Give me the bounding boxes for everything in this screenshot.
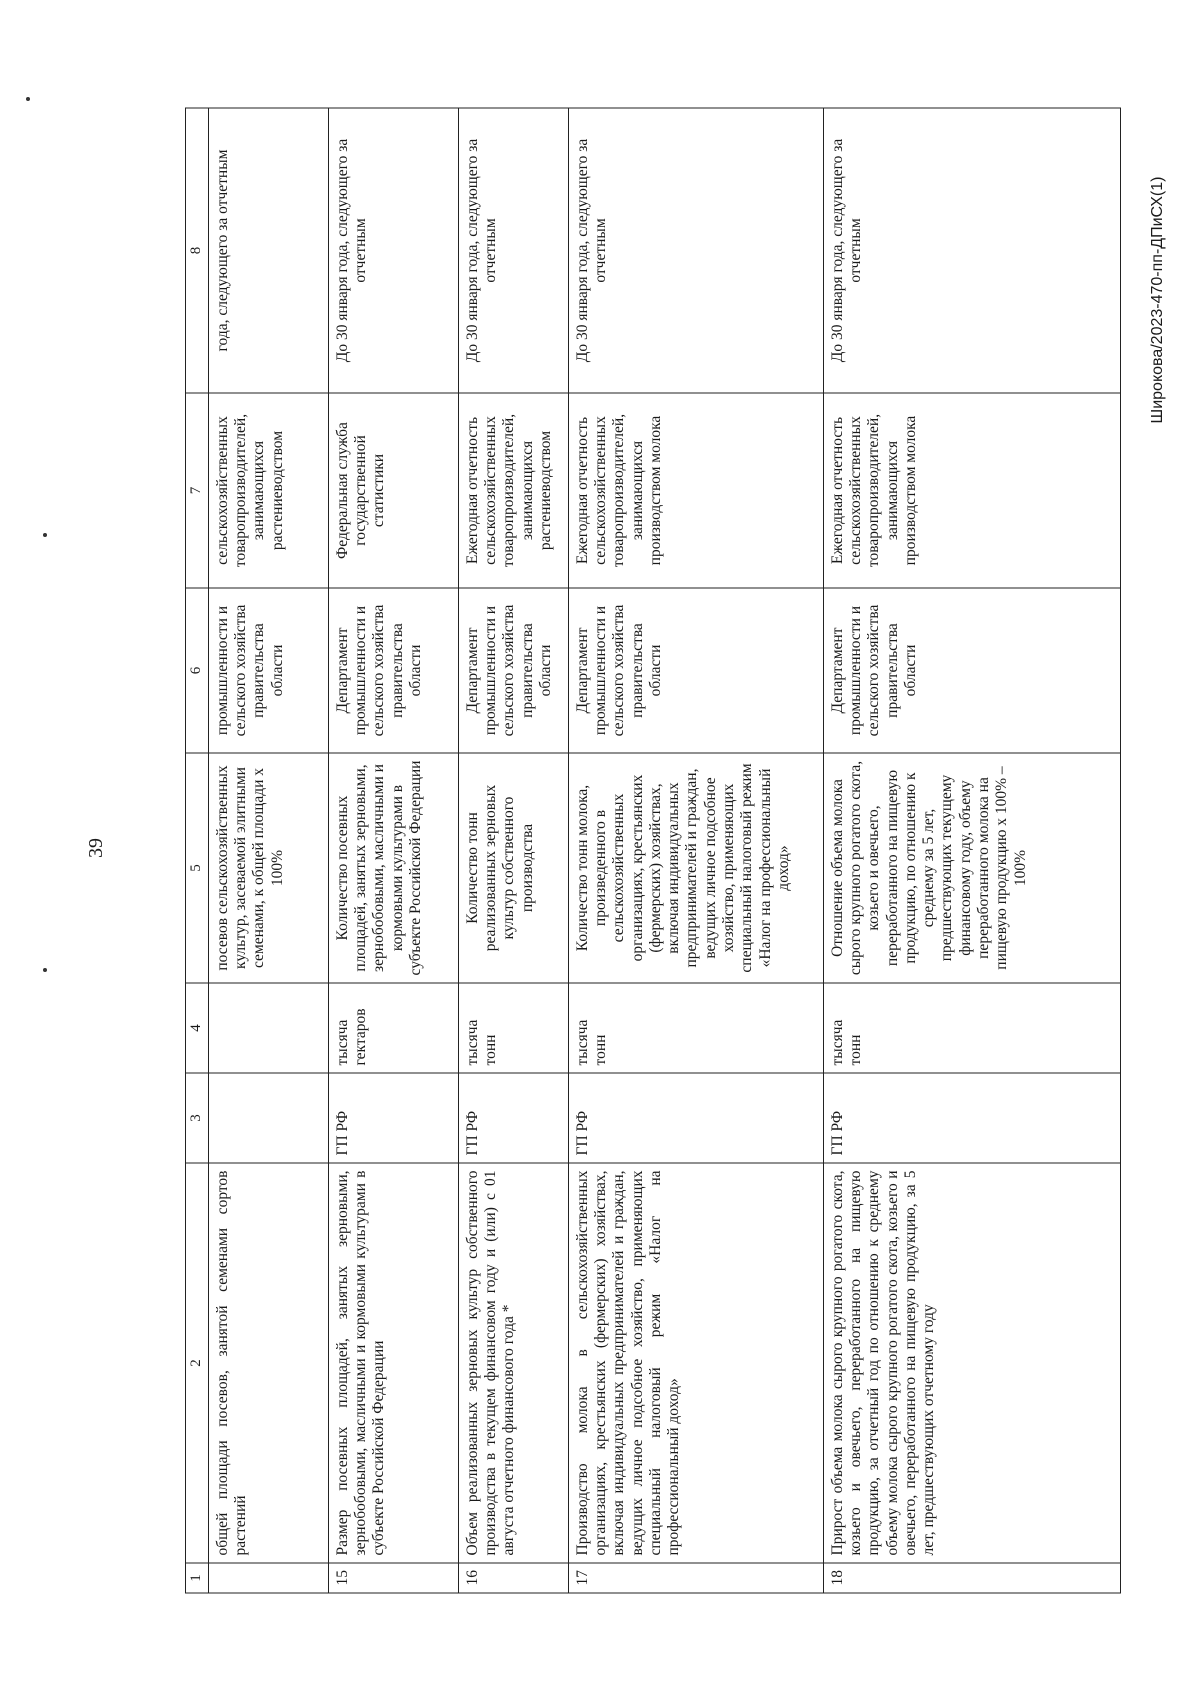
header-cell-3: 3 xyxy=(186,1073,209,1163)
table-row xyxy=(208,108,328,1593)
header-cell-6: 6 xyxy=(186,588,209,753)
data-source: сельскохозяйственных товаропроизводителей, занимающихся растениеводством xyxy=(208,393,328,588)
header-cell-2: 2 xyxy=(186,1163,209,1563)
deadline: года, следующего за отчетным xyxy=(208,108,328,393)
header-cell-8: 8 xyxy=(186,108,209,393)
calculation-method: Отношение объема молока сырого крупного рогатого скота, козьего и овечьего, переработанного на пищевую продукцию, по отношению к среднему за 5 лет, предшествующих текущему финансовому году, объему переработанного молока на пищевую продукцию x 100% – 100% xyxy=(823,753,1120,983)
scan-speck xyxy=(43,968,47,972)
unit-of-measure xyxy=(208,983,328,1073)
deadline: До 30 января года, следующего за отчетным xyxy=(823,108,1120,393)
deadline: До 30 января года, следующего за отчетным xyxy=(568,108,823,393)
responsible-body: Департамент промышленности и сельского хозяйства правительства области xyxy=(328,588,458,753)
deadline: До 30 января года, следующего за отчетным xyxy=(328,108,458,393)
table-row xyxy=(458,108,568,1593)
header-cell-5: 5 xyxy=(186,753,209,983)
indicators-table xyxy=(185,107,1121,1593)
row-number: 16 xyxy=(458,1563,568,1593)
indicators-table-rotated xyxy=(185,108,1115,1593)
header-cell-7: 7 xyxy=(186,393,209,588)
page-number: 39 xyxy=(85,838,107,858)
calculation-method: посевов сельскохозяйственных культур, засеваемой элитными семенами, к общей площади x 100% xyxy=(208,753,328,983)
table-row xyxy=(823,108,1120,1593)
calculation-method: Количество тонн молока, произведенного в сельскохозяйственных организациях, крестьянских (фермерских) хозяйствах, включая индивидуальных предпринимателей и граждан, ведущих личное подсобное хозяйство, применяющих специальный налоговый режим «Налог на профессиональный доход» xyxy=(568,753,823,983)
scan-speck xyxy=(43,533,47,537)
deadline: До 30 января года, следующего за отчетным xyxy=(458,108,568,393)
responsible-body: промышленности и сельского хозяйства правительства области xyxy=(208,588,328,753)
indicator-name: Производство молока в сельскохозяйственных организациях, крестьянских (фермерских) хозяйствах, включая индивидуальных предпринимателей и граждан, ведущих личное подсобное хозяйство, применяющих специальный налоговый режим «Налог на профессиональный доход» xyxy=(568,1163,823,1563)
indicator-name: Размер посевных площадей, занятых зерновыми, зернобобовыми, масличными и кормовыми культурами в субъекте Российской Федерации xyxy=(328,1163,458,1563)
source-document: ГП РФ xyxy=(568,1073,823,1163)
responsible-body: Департамент промышленности и сельского хозяйства правительства области xyxy=(823,588,1120,753)
calculation-method: Количество тонн реализованных зерновых культур собственного производства xyxy=(458,753,568,983)
row-number: 15 xyxy=(328,1563,458,1593)
header-cell-4: 4 xyxy=(186,983,209,1073)
indicator-name: Прирост объема молока сырого крупного рогатого скота, козьего и овечьего, переработанного на пищевую продукцию, за отчетный год по отношению к среднему объему молока сырого крупного рогатого скота, козьего и овечьего, переработанного на пищевую продукцию, за 5 лет, предшествующих отчетному году xyxy=(823,1163,1120,1563)
indicators-table-area xyxy=(185,108,1115,1593)
source-document: ГП РФ xyxy=(823,1073,1120,1163)
data-source: Федеральная служба государственной статистики xyxy=(328,393,458,588)
table-row xyxy=(568,108,823,1593)
responsible-body: Департамент промышленности и сельского хозяйства правительства области xyxy=(458,588,568,753)
row-number: 17 xyxy=(568,1563,823,1593)
data-source: Ежегодная отчетность сельскохозяйственных товаропроизводителей, занимающихся растениеводством xyxy=(458,393,568,588)
unit-of-measure: тысяча тонн xyxy=(568,983,823,1073)
source-document: ГП РФ xyxy=(458,1073,568,1163)
row-number: 18 xyxy=(823,1563,1120,1593)
unit-of-measure: тысяча гектаров xyxy=(328,983,458,1073)
data-source: Ежегодная отчетность сельскохозяйственных товаропроизводителей, занимающихся производством молока xyxy=(823,393,1120,588)
calculation-method: Количество посевных площадей, занятых зерновыми, зернобобовыми, масличными и кормовыми культурами в субъекте Российской Федерации xyxy=(328,753,458,983)
header-cell-1: 1 xyxy=(186,1563,209,1593)
responsible-body: Департамент промышленности и сельского хозяйства правительства области xyxy=(568,588,823,753)
unit-of-measure: тысяча тонн xyxy=(823,983,1120,1073)
data-source: Ежегодная отчетность сельскохозяйственных товаропроизводителей, занимающихся производством молока xyxy=(568,393,823,588)
unit-of-measure: тысяча тонн xyxy=(458,983,568,1073)
source-document: ГП РФ xyxy=(328,1073,458,1163)
source-document xyxy=(208,1073,328,1163)
document-code: Широкова/2023-470-пп-ДПиСХ(1) xyxy=(1149,176,1166,424)
scan-speck xyxy=(26,97,30,101)
header-row xyxy=(186,108,209,1593)
indicator-name: общей площади посевов, занятой семенами сортов растений xyxy=(208,1163,328,1563)
row-number xyxy=(208,1563,328,1593)
table-row xyxy=(328,108,458,1593)
indicator-name: Объем реализованных зерновых культур собственного производства в текущем финансовом году и (или) с 01 августа отчетного финансового года * xyxy=(458,1163,568,1563)
